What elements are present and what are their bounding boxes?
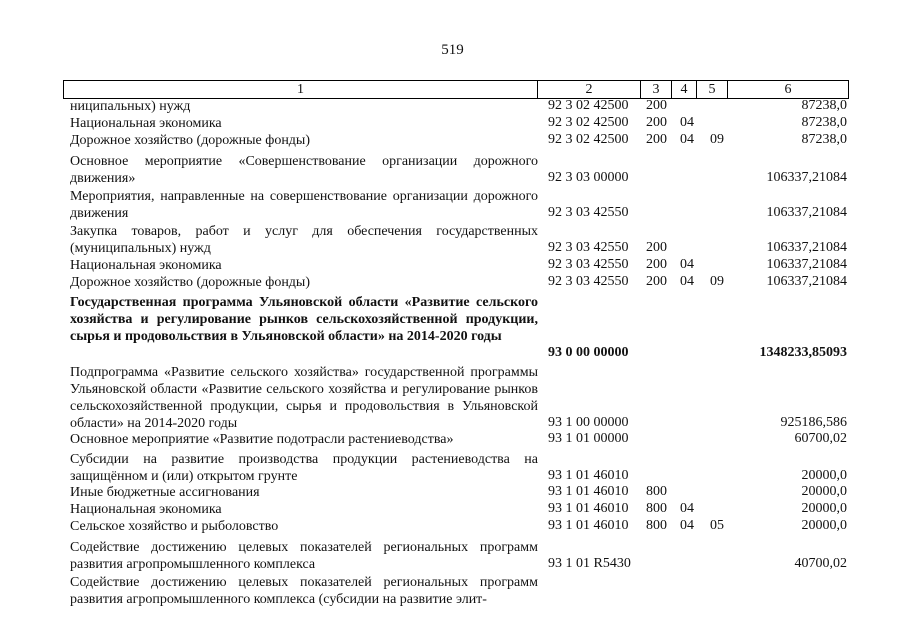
row-col5: 05 <box>710 518 724 533</box>
row-description: Дорожное хозяйство (дорожные фонды) <box>70 133 311 148</box>
row-amount: 106337,21084 <box>766 257 847 272</box>
header-col-1: 1 <box>297 82 304 97</box>
header-col-4: 4 <box>680 82 688 97</box>
row-description: Мероприятия, направленные на совершенствование организации дорожного движения <box>70 189 538 221</box>
row-col4: 04 <box>680 518 694 533</box>
row-amount: 40700,02 <box>794 556 847 571</box>
row-col3: 800 <box>646 518 667 533</box>
row-description: Национальная экономика <box>70 116 222 131</box>
row-amount: 1348233,85093 <box>759 345 847 360</box>
table-row <box>0 132 905 149</box>
row-description: Дорожное хозяйство (дорожные фонды) <box>70 275 311 290</box>
row-col3: 200 <box>646 274 667 289</box>
row-amount: 20000,0 <box>801 484 847 499</box>
row-col3: 200 <box>646 240 667 255</box>
row-description: Сельское хозяйство и рыболовство <box>70 519 279 534</box>
row-col3: 200 <box>646 98 667 113</box>
row-amount: 925186,586 <box>780 415 847 430</box>
row-code: 93 1 01 R5430 <box>548 556 631 571</box>
row-code: 93 0 00 00000 <box>548 345 629 360</box>
row-col4: 04 <box>680 274 694 289</box>
row-code: 93 1 00 00000 <box>548 415 629 430</box>
row-description: Подпрограмма «Развитие сельского хозяйства» государственной программы Ульяновской области «Развитие сельского хозяйства и регулирование рынков сельскохозяйственной продукции, сырья и продовольствия в Ульяновской области» на 2014-2020 годы <box>70 365 538 431</box>
table-row <box>0 501 905 518</box>
table-row <box>0 484 905 501</box>
row-amount: 60700,02 <box>794 431 847 446</box>
header-col-5: 5 <box>708 82 716 97</box>
row-code: 93 1 01 46010 <box>548 468 629 483</box>
table-row <box>0 539 905 573</box>
row-code: 93 1 01 46010 <box>548 501 629 516</box>
header-col-3: 3 <box>652 82 660 97</box>
row-code: 93 1 01 00000 <box>548 431 629 446</box>
row-description: Государственная программа Ульяновской области «Развитие сельского хозяйства и регулирование рынков сельскохозяйственной продукции, сырья и продовольствия в Ульяновской области» на 2014-2020 годы <box>70 295 538 344</box>
row-col4: 04 <box>680 501 694 516</box>
table-row <box>0 451 905 485</box>
table-row <box>0 364 905 432</box>
row-col3: 200 <box>646 257 667 272</box>
row-col5: 09 <box>710 274 724 289</box>
table-row <box>0 574 905 608</box>
row-col4: 04 <box>680 132 694 147</box>
table-header <box>63 80 849 99</box>
table-row <box>0 257 905 274</box>
row-amount: 87238,0 <box>801 98 847 113</box>
row-amount: 20000,0 <box>801 468 847 483</box>
row-code: 92 3 03 42550 <box>548 257 629 272</box>
header-col-6: 6 <box>784 82 792 97</box>
row-amount: 106337,21084 <box>766 240 847 255</box>
row-col4: 04 <box>680 257 694 272</box>
row-code: 93 1 01 46010 <box>548 484 629 499</box>
row-amount: 20000,0 <box>801 501 847 516</box>
row-code: 92 3 02 42500 <box>548 132 629 147</box>
row-code: 93 1 01 46010 <box>548 518 629 533</box>
row-description: Национальная экономика <box>70 258 222 273</box>
row-col3: 800 <box>646 501 667 516</box>
table-row <box>0 153 905 187</box>
table-row <box>0 518 905 535</box>
table-row <box>0 115 905 132</box>
table-row <box>0 431 905 448</box>
row-description: Основное мероприятие «Развитие подотрасли растениеводства» <box>70 432 454 447</box>
table-row <box>0 188 905 222</box>
row-code: 92 3 02 42500 <box>548 115 629 130</box>
row-code: 92 3 03 00000 <box>548 170 629 185</box>
header-col-2: 2 <box>585 82 593 97</box>
table-row <box>0 274 905 291</box>
table-row <box>0 223 905 257</box>
row-amount: 106337,21084 <box>766 205 847 220</box>
row-description: Содействие достижению целевых показателей региональных программ развития агропромышленного комплекса (субсидии на развитие элит- <box>70 575 538 607</box>
row-description: ниципальных) нужд <box>70 99 191 114</box>
row-code: 92 3 03 42550 <box>548 274 629 289</box>
row-col5: 09 <box>710 132 724 147</box>
table-row <box>0 294 905 362</box>
row-description: Закупка товаров, работ и услуг для обеспечения государственных (муниципальных) нужд <box>70 224 538 256</box>
row-description: Иные бюджетные ассигнования <box>70 485 260 500</box>
row-col3: 800 <box>646 484 667 499</box>
row-amount: 106337,21084 <box>766 170 847 185</box>
row-code: 92 3 03 42550 <box>548 240 629 255</box>
row-amount: 87238,0 <box>801 132 847 147</box>
row-col3: 200 <box>646 132 667 147</box>
row-col3: 200 <box>646 115 667 130</box>
row-amount: 87238,0 <box>801 115 847 130</box>
row-description: Основное мероприятие «Совершенствование организации дорожного движения» <box>70 154 538 186</box>
table-row <box>0 98 905 115</box>
page-number: 519 <box>441 42 464 58</box>
row-amount: 20000,0 <box>801 518 847 533</box>
row-col4: 04 <box>680 115 694 130</box>
row-description: Национальная экономика <box>70 502 222 517</box>
row-code: 92 3 02 42500 <box>548 98 629 113</box>
row-description: Содействие достижению целевых показателей региональных программ развития агропромышленного комплекса <box>70 540 538 572</box>
row-amount: 106337,21084 <box>766 274 847 289</box>
row-code: 92 3 03 42550 <box>548 205 629 220</box>
row-description: Субсидии на развитие производства продукции растениеводства на защищённом и (или) открытом грунте <box>70 452 538 484</box>
